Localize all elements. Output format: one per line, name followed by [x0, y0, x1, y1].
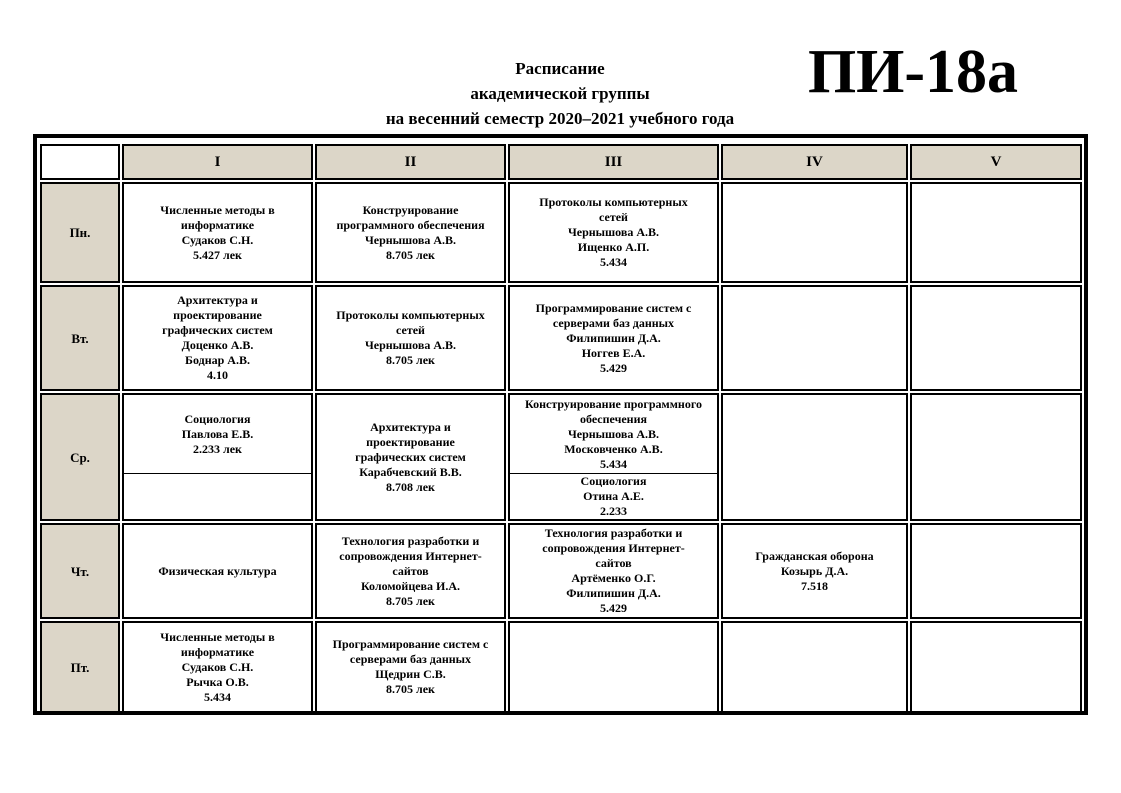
lesson-cell: [508, 285, 719, 391]
lesson-text-line: графических систем: [162, 323, 273, 337]
lesson-text-line: Московченко А.В.: [564, 441, 663, 456]
lesson-cell: [508, 523, 719, 619]
lesson-text-line: Технология разработки и: [341, 533, 480, 548]
lesson-cell: [508, 182, 719, 283]
lesson-text-line: Рычка О.В.: [186, 674, 249, 689]
lesson-text-line: Социология: [184, 411, 251, 426]
lesson-text-line: 2.233 лек: [193, 441, 242, 456]
title-line: на весенний семестр 2020–2021 учебного года: [385, 109, 735, 128]
lesson-text-line: Коломойцева И.А.: [360, 578, 461, 593]
lesson-text-line: сопровождения Интернет-: [542, 541, 685, 555]
lesson-text-line: Доценко А.В.: [181, 338, 254, 352]
lesson-text-line: 5.429: [600, 601, 627, 615]
empty-cell: [910, 621, 1082, 713]
lesson-text-line: графических систем: [355, 449, 466, 464]
lesson-cell: [315, 621, 506, 713]
lesson-text-line: Программирование систем с: [332, 637, 489, 651]
lesson-text-line: программного обеспечения: [336, 217, 485, 232]
day-label: Пт.: [40, 621, 120, 713]
lesson-text-line: 8.705 лек: [386, 353, 435, 367]
day-label: Ср.: [40, 393, 120, 521]
lesson-text-line: Гражданская оборона: [755, 548, 874, 563]
lesson-text-line: 8.705 лек: [386, 247, 435, 262]
empty-cell: [721, 393, 908, 521]
lesson-text-line: 5.434: [600, 255, 627, 269]
title-line: академической группы: [470, 84, 650, 103]
title-line: Расписание: [515, 59, 605, 78]
lesson-text-line: Судаков С.Н.: [181, 232, 254, 247]
lesson-text-line: проектирование: [173, 308, 262, 322]
lesson-cell: [122, 621, 313, 713]
day-label: Пн.: [40, 182, 120, 283]
lesson-text-line: Архитектура и: [370, 419, 451, 434]
lesson-text-line: Судаков С.Н.: [181, 659, 254, 674]
lesson-text-line: Численные методы в: [160, 629, 275, 644]
lesson-text-line: Протоколы компьютерных: [539, 195, 688, 209]
lesson-text-line: 7.518: [801, 578, 828, 593]
lesson-text-line: 8.705 лек: [386, 593, 435, 608]
day-label: Чт.: [40, 523, 120, 619]
lesson-text-line: Отина А.Е.: [583, 489, 644, 503]
lesson-text-line: Филипишин Д.А.: [566, 330, 661, 345]
empty-cell: [508, 621, 719, 713]
empty-cell: [721, 182, 908, 283]
empty-cell: [910, 285, 1082, 391]
lesson-text-line: Технология разработки и: [544, 526, 683, 540]
lesson-text-line: Боднар А.В.: [185, 353, 250, 367]
lesson-cell: [721, 523, 908, 619]
lesson-text-line: сайтов: [595, 556, 632, 570]
lesson-cell: [122, 523, 313, 619]
column-header: V: [910, 144, 1082, 180]
lesson-text-line: 5.427 лек: [193, 247, 242, 262]
group-code: ПИ-18а: [807, 38, 1019, 106]
lesson-text-line: сопровождения Интернет-: [339, 548, 482, 563]
corner-cell: [40, 144, 120, 180]
empty-cell: [910, 393, 1082, 521]
lesson-text-line: Конструирование: [362, 202, 459, 217]
lesson-text-line: Конструирование программного: [525, 396, 702, 411]
lesson-cell: [122, 182, 313, 283]
lesson-text-line: серверами баз данных: [349, 652, 472, 666]
lesson-text-line: обеспечения: [579, 411, 647, 426]
lesson-text-line: Чернышова А.В.: [567, 225, 660, 239]
lesson-text-line: проектирование: [366, 434, 455, 449]
empty-cell: [721, 621, 908, 713]
column-header: II: [315, 144, 506, 180]
lesson-text-line: серверами баз данных: [552, 315, 675, 330]
lesson-text-line: 4.10: [206, 368, 228, 382]
lesson-text-line: 5.434: [599, 456, 627, 471]
lesson-cell-split: [508, 393, 719, 521]
lesson-text-line: 8.705 лек: [386, 682, 435, 696]
lesson-text-line: сетей: [599, 210, 628, 224]
lesson-text-line: Щедрин С.В.: [375, 667, 446, 681]
lesson-text-line: Карабчевский В.В.: [359, 464, 462, 479]
lesson-text-line: 2.233: [600, 504, 627, 518]
lesson-text-line: Артёменко О.Г.: [571, 571, 656, 585]
lesson-text-line: 5.429: [599, 360, 627, 375]
lesson-text-line: Чернышова А.В.: [567, 426, 660, 441]
lesson-text-line: Социология: [580, 474, 647, 488]
lesson-text-line: Чернышова А.В.: [364, 338, 457, 352]
lesson-cell: [315, 523, 506, 619]
column-header: I: [122, 144, 313, 180]
empty-cell: [721, 285, 908, 391]
subgroup-divider: [124, 473, 311, 474]
empty-cell: [910, 182, 1082, 283]
lesson-text-line: 8.708 лек: [386, 479, 435, 494]
lesson-cell: [315, 285, 506, 391]
lesson-text-line: сайтов: [392, 563, 429, 578]
lesson-text-line: Ноггев Е.А.: [581, 345, 646, 360]
lesson-text-line: Филипишин Д.А.: [566, 586, 661, 600]
empty-cell: [910, 523, 1082, 619]
schedule-table: [33, 134, 1088, 715]
lesson-cell: [122, 285, 313, 391]
column-header: III: [508, 144, 719, 180]
lesson-text-line: Архитектура и: [177, 293, 258, 307]
day-label: Вт.: [40, 285, 120, 391]
lesson-text-line: Численные методы в: [160, 202, 275, 217]
lesson-text-line: информатике: [180, 644, 255, 659]
lesson-text-line: сетей: [396, 323, 425, 337]
lesson-cell: [315, 182, 506, 283]
lesson-text-line: 5.434: [203, 689, 231, 704]
lesson-text-line: Протоколы компьютерных: [336, 308, 485, 322]
schedule-title: [330, 56, 790, 131]
lesson-text-line: Ищенко А.П.: [577, 240, 650, 254]
lesson-cell: [315, 393, 506, 521]
column-header: IV: [721, 144, 908, 180]
lesson-text-line: Физическая культура: [158, 563, 277, 578]
lesson-text-line: Чернышова А.В.: [364, 232, 457, 247]
lesson-cell-split: [122, 393, 313, 521]
lesson-text-line: Программирование систем с: [535, 300, 692, 315]
lesson-text-line: Козырь Д.А.: [780, 563, 849, 578]
lesson-text-line: Павлова Е.В.: [181, 426, 254, 441]
lesson-text-line: информатике: [180, 217, 255, 232]
